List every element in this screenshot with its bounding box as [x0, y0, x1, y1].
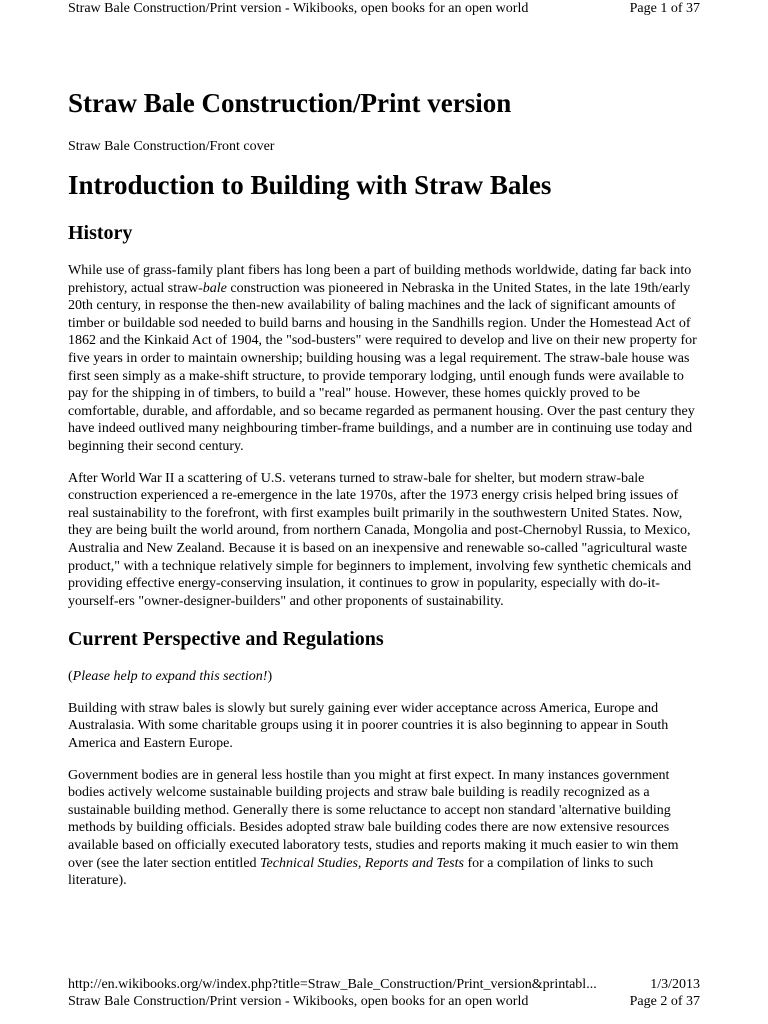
history-p1-emphasis: bale	[202, 280, 227, 296]
expand-note-close: )	[267, 669, 273, 685]
print-header	[68, 1, 700, 17]
front-cover-link[interactable]: Straw Bale Construction/Front cover	[68, 139, 275, 154]
expand-section-note	[68, 668, 700, 686]
current-p2-text-a: Government bodies are in general less hostile than you might at first expect. In many instances government bodies actively welcome sustainable building projects and straw bale building is readily recognized as a sustainable building method. Generally there is some reluctance to accept non standard 'alternative building methods by building officials. Besides adopted straw bale building codes there are now extensive resources available based on officially executed laboratory tests, studies and reports making it much easier to win them over (see the later section entitled	[68, 767, 679, 871]
expand-note-text: Please help to expand this section!	[72, 669, 268, 685]
history-p1-text-a: While use of grass-family plant fibers has long been a part of building methods worldwide, dating far back into prehistory, actual straw-	[68, 263, 692, 296]
history-paragraph-1	[68, 262, 700, 456]
page-title: Straw Bale Construction/Print version	[68, 88, 512, 118]
expand-note-open: (	[68, 669, 73, 685]
current-paragraph-1: Building with straw bales is slowly but surely gaining ever wider acceptance across America, Europe and Australasia. With some charitable groups using it in poorer countries it is also beginning to appear in South America and Eastern Europe.	[68, 700, 669, 752]
history-p1-text-b: construction was pioneered in Nebraska in the United States, in the late 19th/early 20th century, in response the then-new availability of baling machines and the lack of significant amounts of timber or buildable sod needed to build barns and housing in the Sandhills region. Under the Homestead Act of 1862 and the Kinkaid Act of 1904, the "sod-busters" were required to develop and live on their new property for five years in order to maintain ownership; building housing was a legal requirement. The straw-bale house was first seen simply as a make-shift structure, to provide temporary lodging, until enough funds were available to pay for the shipping in of timbers, to build a "real" house. However, these homes quickly proved to be comfortable, durable, and affordable, and so became regarded as permanent housing. Over the past century they have indeed outlived many neighbouring timber-frame buildings, and a number are in continuing use today and beginning their second century.	[68, 280, 697, 454]
print-header-title: Straw Bale Construction/Print version - Wikibooks, open books for an open world	[68, 1, 529, 16]
next-page-header	[68, 994, 700, 1010]
print-footer	[68, 977, 700, 993]
current-perspective-heading: Current Perspective and Regulations	[68, 628, 384, 651]
history-heading: History	[68, 222, 133, 244]
next-page-number: Page 2 of 37	[629, 994, 700, 1009]
technical-studies-link[interactable]: Technical Studies, Reports and Tests	[260, 855, 464, 871]
current-p2-text-b: for a compilation of links to such literature).	[68, 855, 654, 889]
next-page-header-title: Straw Bale Construction/Print version - Wikibooks, open books for an open world	[68, 994, 529, 1009]
footer-url: http://en.wikibooks.org/w/index.php?title=Straw_Bale_Construction/Print_version&printabl...	[68, 977, 597, 992]
document-body	[68, 86, 700, 890]
intro-heading: Introduction to Building with Straw Bales	[68, 170, 552, 200]
footer-date: 1/3/2013	[650, 977, 700, 992]
current-paragraph-2	[68, 767, 700, 890]
print-header-page-number: Page 1 of 37	[629, 1, 700, 16]
history-paragraph-2: After World War II a scattering of U.S. veterans turned to straw-bale for shelter, but modern straw-bale construction experienced a re-emergence in the late 1970s, after the 1973 energy crisis helped bring issues of real sustainability to the forefront, with first examples built primarily in the southwestern United States. Now, they are being built the world around, from northern Canada, Mongolia and post-Chernobyl Russia, to Mexico, Australia and New Zealand. Because it is based on an inexpensive and renewable so-called "agricultural waste product," with a technique relatively simple for beginners to implement, involving few synthetic chemicals and providing effective energy-conserving insulation, it continues to grow in popularity, especially with do-it-yourself-ers "owner-designer-builders" and other proponents of sustainability.	[68, 470, 692, 609]
